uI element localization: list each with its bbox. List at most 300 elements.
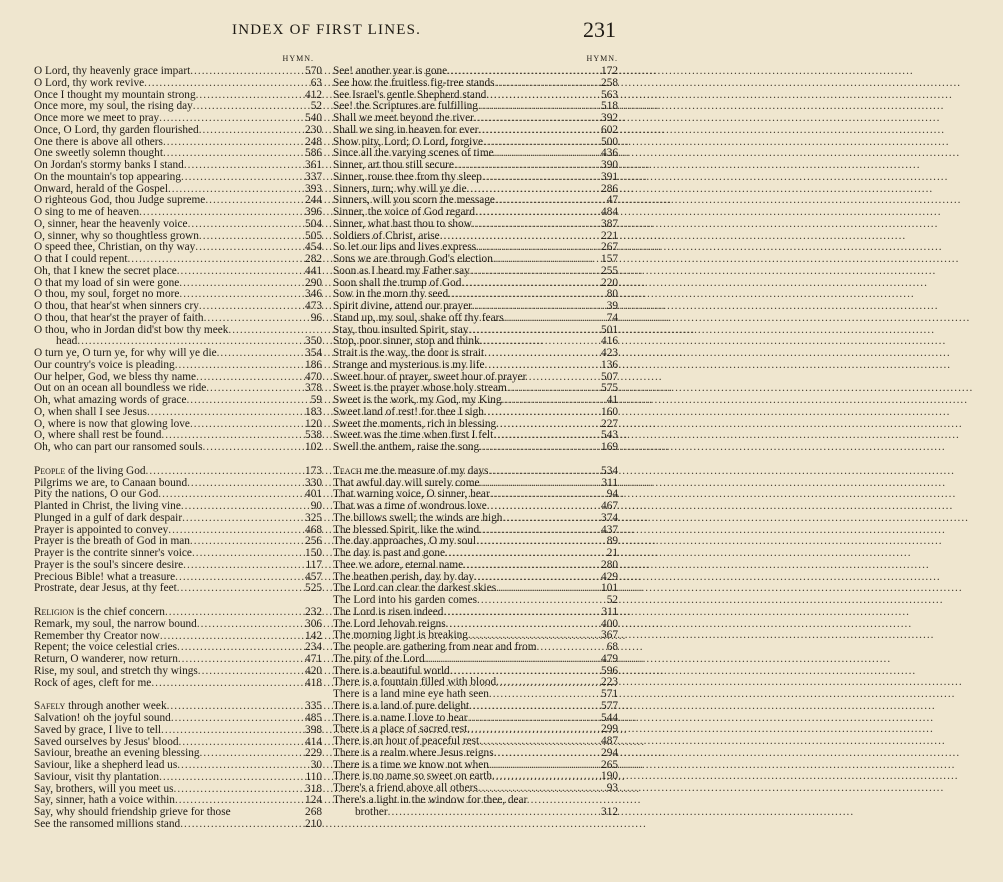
first-line-text: O, sinner, why so thoughtless grown <box>34 229 199 242</box>
first-line-text: Prayer is the contrite sinner's voice <box>34 547 192 559</box>
leader-dots <box>181 501 298 513</box>
index-entry <box>333 160 618 172</box>
leader-dots <box>198 666 298 678</box>
first-line-text: Thee we adore, eternal name <box>333 558 464 571</box>
hymn-number: 80 <box>606 288 618 301</box>
leader-dots <box>493 254 594 266</box>
leader-dots <box>479 736 594 748</box>
hymn-number: 487 <box>601 735 618 747</box>
hymn-number: 468 <box>305 523 322 536</box>
hymn-number: 471 <box>305 653 322 665</box>
first-line-text: Say, sinner, hath a voice within <box>34 794 175 807</box>
leader-dots <box>502 395 595 407</box>
index-entry <box>333 395 618 407</box>
hymn-number: 89 <box>606 535 618 548</box>
hymn-column-label: HYMN. <box>282 54 314 63</box>
first-line-text: Saviour, like a shepherd lead us <box>34 759 178 771</box>
hymn-number: 544 <box>601 711 618 724</box>
section-lead-word: People <box>34 464 66 477</box>
index-entry <box>333 254 618 266</box>
first-line-text: O that I could repent <box>34 253 128 265</box>
leader-dots <box>454 160 594 172</box>
leader-dots <box>182 513 298 525</box>
first-line-text: Pity the nations, O our God <box>34 488 159 501</box>
first-line-text: O righteous God, thou Judge supreme <box>34 194 206 207</box>
first-line-text: Salvation! oh the joyful sound <box>34 712 171 724</box>
first-line-text: Shall we meet beyond the river <box>333 112 474 124</box>
leader-dots <box>139 207 298 219</box>
first-line-text: Since all the varying scenes of time <box>333 147 494 160</box>
hymn-number: 354 <box>305 347 322 359</box>
hymn-number: 436 <box>601 147 618 160</box>
leader-dots <box>177 266 298 278</box>
leader-dots <box>445 548 594 560</box>
first-line-text: Saviour, visit thy plantation <box>34 770 160 783</box>
hymn-number: 398 <box>305 723 322 736</box>
first-line-text: Sinners, will you scorn the message <box>333 194 495 207</box>
leader-dots <box>171 713 298 725</box>
leader-dots <box>502 513 594 525</box>
first-line-text: The blessed Spirit, like the wind <box>333 523 480 536</box>
hymn-number: 52 <box>310 100 322 113</box>
index-entry <box>34 619 322 631</box>
hymn-number: 602 <box>601 123 618 136</box>
hymn-number: 282 <box>305 253 322 265</box>
first-line-text <box>34 466 146 478</box>
hymn-number: 437 <box>601 523 618 536</box>
hymn-number: 467 <box>601 500 618 512</box>
index-entry <box>34 66 322 78</box>
leader-dots <box>183 560 298 572</box>
first-line-text: O Lord, thy heavenly grace impart <box>34 65 191 77</box>
first-line-text: See Israel's gentle Shepherd stand <box>333 88 487 101</box>
first-line-text: Sweet was the time when first I felt <box>333 429 494 442</box>
index-entry <box>34 113 322 125</box>
first-line-text: Sweet land of rest! for thee I sigh <box>333 405 484 418</box>
hymn-number: 39 <box>606 300 618 312</box>
hymn-number: 563 <box>601 88 618 101</box>
index-entry <box>333 219 618 231</box>
index-entry <box>34 819 322 831</box>
first-line-text: Saved ourselves by Jesus' blood <box>34 735 179 748</box>
index-entry <box>333 654 618 666</box>
hymn-number: 267 <box>601 241 618 254</box>
hymn-number: 248 <box>305 135 322 148</box>
index-entry <box>333 560 618 572</box>
hymn-number: 418 <box>305 676 322 689</box>
first-line-text: Oh, who can part our ransomed souls <box>34 441 203 453</box>
hymn-number: 505 <box>305 229 322 242</box>
hymn-number: 227 <box>601 417 618 430</box>
index-entry <box>34 713 322 725</box>
hymn-number: 346 <box>305 288 322 301</box>
first-line-text: Prayer is appointed to convey <box>34 523 169 536</box>
index-entry <box>34 78 322 90</box>
index-group <box>333 66 618 454</box>
first-line-text: There is a realm where Jesus reigns <box>333 746 494 759</box>
hymn-number: 169 <box>601 441 618 453</box>
hymn-number: 142 <box>305 629 322 642</box>
hymn-number: 586 <box>305 147 322 160</box>
hymn-number: 41 <box>606 394 618 406</box>
leader-dots <box>447 66 594 78</box>
hymn-number: 393 <box>305 182 322 195</box>
hymn-number: 391 <box>601 170 618 183</box>
leader-dots <box>188 219 298 231</box>
hymn-number: 268 <box>305 806 322 818</box>
hymn-number: 30 <box>310 759 322 771</box>
hymn-number: 101 <box>601 582 618 595</box>
first-line-text: O, where shall rest be found <box>34 429 162 442</box>
hymn-number: 21 <box>606 547 618 559</box>
first-line-text: The Lord into his garden comes <box>333 594 477 606</box>
hymn-number: 401 <box>305 488 322 501</box>
hymn-number: 429 <box>601 570 618 583</box>
hymn-number: 223 <box>601 676 618 689</box>
hymn-number: 318 <box>305 782 322 795</box>
hymn-number: 337 <box>305 170 322 183</box>
page-header <box>0 17 640 44</box>
first-line-text: On the mountain's top appearing <box>34 170 181 183</box>
hymn-number: 330 <box>305 476 322 489</box>
leader-dots <box>159 772 298 784</box>
first-line-text: brother <box>355 805 388 818</box>
index-entry <box>333 113 618 125</box>
first-line-text: The day is past and gone <box>333 547 445 559</box>
hymn-number: 367 <box>601 629 618 642</box>
hymn-number: 93 <box>606 782 618 794</box>
first-line-text: Sons we are through God's election <box>333 253 493 265</box>
hymn-number: 280 <box>601 558 618 571</box>
first-line-text: Soon as I heard my Father say <box>333 264 470 277</box>
index-entry <box>34 395 322 407</box>
section-lead-word: Religion <box>34 606 74 618</box>
leader-dots <box>494 748 594 760</box>
index-group <box>333 466 618 819</box>
first-line-text: See! another year is gone <box>333 65 448 77</box>
first-line-text: The Lord is risen indeed <box>333 605 444 618</box>
first-line-text: O sing to me of heaven <box>34 206 140 218</box>
hymn-number: 596 <box>601 664 618 677</box>
index-entry <box>34 654 322 666</box>
hymn-number: 52 <box>606 594 618 606</box>
index-entry <box>333 207 618 219</box>
first-line-text: There is a place of sacred rest <box>333 723 468 736</box>
hymn-number: 265 <box>601 758 618 771</box>
hymn-number: 361 <box>305 159 322 171</box>
leader-dots <box>479 442 594 454</box>
leader-dots <box>482 172 594 184</box>
index-entry <box>34 407 322 419</box>
first-line-text <box>34 607 165 619</box>
leader-dots <box>477 595 594 607</box>
index-entry <box>34 583 322 595</box>
hymn-number: 538 <box>305 429 322 442</box>
index-entry <box>333 66 618 78</box>
hymn-number: 396 <box>305 206 322 218</box>
index-entry <box>333 348 618 360</box>
first-line-text: There is an hour of peaceful rest <box>333 735 480 747</box>
leader-dots <box>144 78 298 90</box>
hymn-number: 102 <box>305 441 322 453</box>
hymn-number: 392 <box>601 112 618 124</box>
hymn-number: 186 <box>305 358 322 371</box>
hymn-number: 479 <box>601 652 618 665</box>
leader-dots <box>489 689 594 701</box>
hymn-number: 335 <box>305 700 322 713</box>
index-entry <box>34 548 322 560</box>
hymn-number: 416 <box>601 335 618 348</box>
hymn-number: 47 <box>606 194 618 207</box>
first-line-text: The day approaches, O my soul <box>333 535 477 548</box>
index-entry <box>333 78 618 90</box>
hymn-number: 124 <box>305 794 322 807</box>
first-line-text: Repent; the voice celestial cries <box>34 641 178 654</box>
leader-dots <box>472 219 594 231</box>
index-entry <box>333 466 618 478</box>
leader-dots <box>484 407 594 419</box>
first-line-text: That was a time of wondrous love <box>333 500 487 512</box>
page-title: INDEX OF FIRST LINES. <box>232 22 422 38</box>
index-entry <box>34 466 322 478</box>
hymn-number: 290 <box>305 276 322 289</box>
first-line-text: Sweet is the prayer whose holy stream <box>333 382 507 395</box>
leader-dots <box>504 313 594 325</box>
first-line-text: There's a light in the window for thee, dear <box>333 793 528 806</box>
leader-dots <box>485 360 594 372</box>
index-entry <box>34 442 322 454</box>
first-line-text: There is a land of pure delight <box>333 699 470 712</box>
first-line-text: Saved by grace, I live to tell <box>34 723 162 736</box>
index-entry <box>34 266 322 278</box>
leader-dots <box>484 348 594 360</box>
leader-dots <box>478 783 594 795</box>
index-entry <box>333 172 618 184</box>
hymn-number: 454 <box>305 241 322 254</box>
leader-dots <box>175 360 298 372</box>
leader-dots <box>186 395 298 407</box>
first-line-text: Sinner, the voice of God regard <box>333 206 475 218</box>
first-line-text: Rise, my soul, and stretch thy wings <box>34 664 198 677</box>
hymn-number: 534 <box>601 464 618 477</box>
index-entry <box>333 313 618 325</box>
index-entry <box>34 160 322 172</box>
hymn-number: 575 <box>601 382 618 395</box>
index-entry <box>34 725 322 737</box>
first-line-text: There's a friend above all others <box>333 782 478 794</box>
hymn-number: 484 <box>601 206 618 218</box>
leader-dots <box>192 548 298 560</box>
first-line-text: Our country's voice is pleading <box>34 358 175 371</box>
first-line-text: O thou, that hear'st when sinners cry <box>34 300 199 312</box>
hymn-number: 414 <box>305 735 322 748</box>
hymn-number: 518 <box>601 100 618 113</box>
index-group <box>34 701 322 830</box>
first-line-text: Swell the anthem, raise the song <box>333 441 480 453</box>
hymn-number: 378 <box>305 382 322 395</box>
first-line-rest: me the measure of my days <box>361 464 489 477</box>
index-entry <box>333 301 618 313</box>
first-line-text: Pilgrims we are, to Canaan bound <box>34 476 188 489</box>
hymn-number: 543 <box>601 429 618 442</box>
first-line-text: The morning light is breaking <box>333 629 468 642</box>
index-entry <box>34 678 322 690</box>
index-entry <box>34 501 322 513</box>
first-line-text: O turn ye, O turn ye, for why will ye die <box>34 347 217 359</box>
first-line-text: Our helper, God, we bless thy name <box>34 370 197 383</box>
leader-dots <box>184 160 298 172</box>
hymn-number: 136 <box>601 358 618 371</box>
leader-dots <box>469 701 594 713</box>
first-line-text: Say, brothers, will you meet us <box>34 782 174 795</box>
first-line-text: Stand up, my soul, shake off thy fears <box>333 311 504 324</box>
index-entry <box>34 666 322 678</box>
first-line-text: There is a beautiful world <box>333 664 450 677</box>
index-entry <box>333 360 618 372</box>
leader-dots <box>425 654 594 666</box>
first-line-rest: through another week <box>65 700 167 713</box>
leader-dots <box>199 301 298 313</box>
index-entry <box>34 301 322 313</box>
leader-dots <box>165 607 298 619</box>
first-line-text: Show pity, Lord; O Lord, forgive <box>333 135 483 148</box>
hymn-number: 299 <box>601 723 618 736</box>
first-line-text: Soon shall the trump of God <box>333 276 462 289</box>
first-line-text: O that my load of sin were gone <box>34 276 180 289</box>
first-line-text: Onward, herald of the Gospel <box>34 182 168 195</box>
first-line-text: Plunged in a gulf of dark despair <box>34 511 183 524</box>
index-entry <box>34 513 322 525</box>
index-entry <box>34 125 322 137</box>
first-line-text: One there is above all others <box>34 135 163 148</box>
hymn-number: 325 <box>305 511 322 524</box>
hymn-number: 312 <box>601 805 618 818</box>
hymn-number: 110 <box>305 770 322 783</box>
hymn-number: 68 <box>606 641 618 653</box>
hymn-number: 90 <box>310 500 322 512</box>
hymn-number: 150 <box>305 547 322 559</box>
hymn-number: 160 <box>601 405 618 418</box>
first-line-text: The Lord can clear the darkest skies <box>333 582 497 595</box>
hymn-number: 94 <box>606 488 618 501</box>
first-line-text: Once more, my soul, the rising day <box>34 100 193 113</box>
leader-dots <box>487 501 594 513</box>
leader-dots <box>495 78 594 90</box>
first-line-text: O thou, who in Jordan did'st bow thy meek <box>34 323 229 336</box>
first-line-text: There is no name so sweet on earth <box>333 770 493 783</box>
first-line-text: Prayer is the breath of God in man <box>34 535 190 548</box>
first-line-rest: of the living God <box>65 464 146 477</box>
leader-dots <box>159 113 298 125</box>
index-entry <box>34 313 322 325</box>
first-line-text: One sweetly solemn thought <box>34 147 163 160</box>
leader-dots <box>488 466 594 478</box>
index-entry <box>34 560 322 572</box>
first-line-text: See how the fruitless fig-tree stands <box>333 76 495 89</box>
first-line-text: Oh, that I knew the secret place <box>34 264 177 277</box>
first-line-text: The heathen perish, day by day <box>333 570 475 583</box>
index-entry <box>34 807 322 819</box>
first-line-text: Strait is the way, the door is strait <box>333 347 485 359</box>
hymn-number: 485 <box>305 712 322 724</box>
index-group <box>34 607 322 689</box>
first-line-text: Once more we meet to pray <box>34 112 160 124</box>
first-line-text: Sinners, turn; why will ye die <box>333 182 467 195</box>
hymn-number: 210 <box>305 817 322 830</box>
first-line-text: The billows swell; the winds are high <box>333 511 503 524</box>
first-line-text: Stop, poor sinner, stop and think <box>333 335 480 348</box>
leader-dots <box>190 66 298 78</box>
hymn-number: 96 <box>310 311 322 324</box>
hymn-number: 473 <box>305 300 322 312</box>
first-line-text: There is a name I love to hear <box>333 711 468 724</box>
leader-dots <box>217 348 298 360</box>
first-line-text: The people are gathering from near and from <box>333 641 537 653</box>
index-entry <box>333 513 618 525</box>
index-entry <box>333 783 618 795</box>
first-line-text: Sweet is the work, my God, my King <box>333 394 502 406</box>
first-line-text: Rock of ages, cleft for me <box>34 676 152 689</box>
first-line-text: Sinner, rouse thee from thy sleep <box>333 170 482 183</box>
index-entry <box>333 548 618 560</box>
hymn-number: 390 <box>601 159 618 171</box>
first-line-text: O, when shall I see Jesus <box>34 405 147 418</box>
first-line-text: Prayer is the soul's sincere desire <box>34 558 184 571</box>
first-line-text: O thou, that hear'st the prayer of faith <box>34 311 204 324</box>
leader-dots <box>388 807 594 819</box>
hymn-number: 374 <box>601 511 618 524</box>
first-line-text: Spirit divine, attend our prayer <box>333 300 472 312</box>
first-line-text: That warning voice, O sinner, hear <box>333 488 490 501</box>
leader-dots <box>475 207 594 219</box>
left-column <box>34 52 322 831</box>
leader-dots <box>146 466 299 478</box>
index-entry <box>34 760 322 772</box>
hymn-number: 525 <box>305 582 322 595</box>
page-number: 231 <box>583 17 616 42</box>
index-entry <box>333 701 618 713</box>
leader-dots <box>177 760 298 772</box>
first-line-text: O, where is now that glowing love <box>34 417 190 430</box>
first-line-text: Sweet hour of prayer, sweet hour of prayer <box>333 370 527 383</box>
hymn-number: 220 <box>601 276 618 289</box>
leader-dots <box>147 407 298 419</box>
leader-dots <box>443 607 594 619</box>
first-line-text: Sow in the morn thy seed <box>333 288 449 301</box>
first-line-text: The Lord Jehovah reigns <box>333 617 446 630</box>
hymn-number: 117 <box>305 558 322 571</box>
first-line-text: See! the Scriptures are fulfilling <box>333 100 478 113</box>
leader-dots <box>127 254 298 266</box>
index-entry <box>34 254 322 266</box>
hymn-number: 157 <box>601 253 618 265</box>
leader-dots <box>479 125 594 137</box>
index-entry <box>333 595 618 607</box>
hymn-number: 441 <box>305 264 322 277</box>
hymn-number: 258 <box>601 76 618 89</box>
hymn-number: 229 <box>305 747 322 760</box>
first-line-text: Stay, thou insulted Spirit, stay <box>333 323 469 336</box>
first-line-text: O speed thee, Christian, on thy way <box>34 241 196 254</box>
first-line-text: head <box>56 335 78 348</box>
leader-dots <box>151 678 298 690</box>
leader-dots <box>202 442 298 454</box>
first-line-rest: is the chief concern <box>73 606 165 618</box>
hymn-number: 470 <box>305 370 322 383</box>
hymn-number: 500 <box>601 135 618 148</box>
first-line-text: Oh, what amazing words of grace <box>34 394 187 406</box>
hymn-number: 256 <box>305 535 322 548</box>
